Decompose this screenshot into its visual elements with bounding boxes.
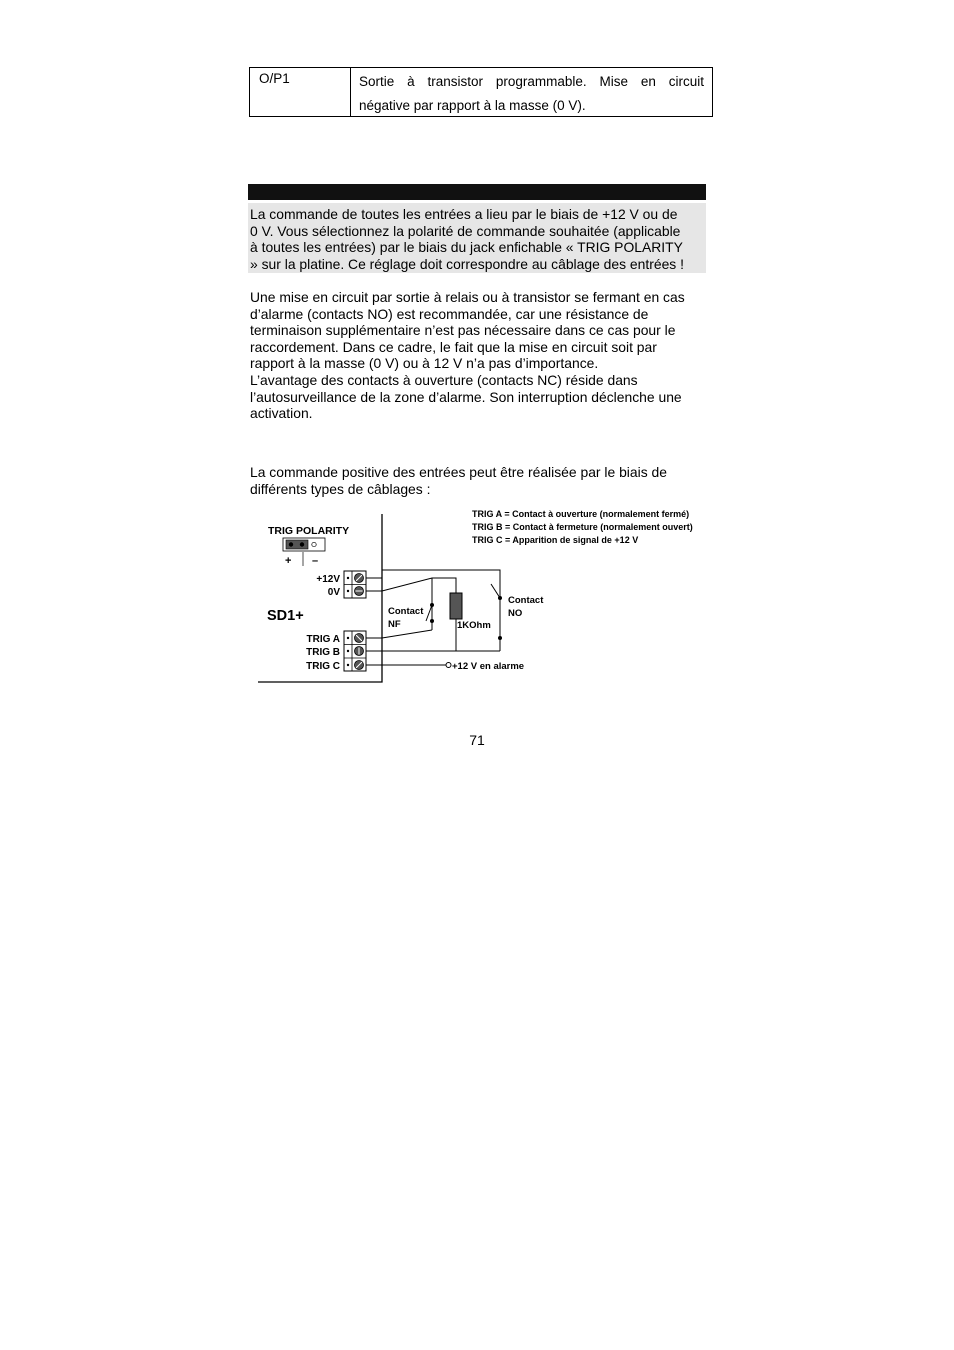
contact-nf-label: NF [388, 619, 401, 630]
paragraph-line: l’autosurveillance de la zone d’alarme. Son interruption déclenche une [250, 388, 682, 405]
alarm-signal-label: +12 V en alarme [452, 661, 525, 672]
wiring-paragraph [250, 289, 706, 422]
trig-polarity-label: TRIG POLARITY [268, 525, 350, 537]
polarity-minus: – [312, 555, 319, 567]
paragraph-line: 0 V. Vous sélectionnez la polarité de commande souhaitée (applicable [250, 222, 681, 239]
signal-terminal-icon [446, 663, 451, 668]
resistor-label: 1KOhm [457, 620, 491, 631]
paragraph-line: à toutes les entrées) par le biais du jack enfichable « TRIG POLARITY [250, 239, 683, 256]
positive-control-paragraph [250, 464, 706, 497]
paragraph-line: raccordement. Dans ce cadre, le fait que la mise en circuit soit par [250, 338, 657, 355]
paragraph-line: terminaison supplémentaire n’est pas nécessaire dans ce cas pour le [250, 322, 676, 339]
contact-nf-label: Contact [388, 606, 424, 617]
jumper-pin [289, 542, 293, 546]
paragraph-line: différents types de câblages : [250, 480, 431, 497]
device-name: SD1+ [267, 608, 304, 624]
polarity-plus: + [285, 555, 292, 567]
legend-trig-a: TRIG A = Contact à ouverture (normalement fermé) [472, 509, 690, 519]
table-description-line: Sortie à transistor programmable. Mise en circuit [359, 74, 704, 89]
table-description-cell [351, 68, 712, 116]
trig-c-label: TRIG C [306, 661, 340, 672]
table-description-line: négative par rapport à la masse (0 V). [359, 98, 586, 113]
output-table [249, 67, 713, 117]
wiring-lines [366, 570, 500, 665]
paragraph-line: d’alarme (contacts NO) est recommandée, car une résistance de [250, 305, 649, 322]
legend-trig-b: TRIG B = Contact à fermeture (normalement ouvert) [472, 522, 693, 532]
page-number: 71 [469, 732, 485, 748]
paragraph-line: activation. [250, 405, 313, 422]
table-label-cell: O/P1 [250, 68, 351, 116]
paragraph-line: rapport à la masse (0 V) ou à 12 V n’a pas d’importance. [250, 355, 599, 372]
trig-a-label: TRIG A [306, 634, 340, 645]
terminal-0v-label: 0V [327, 587, 340, 598]
wiring-diagram [250, 508, 710, 688]
highlight-paragraph [250, 206, 706, 272]
paragraph-line: La commande positive des entrées peut être réalisée par le biais de [250, 464, 667, 480]
contact-no-label: Contact [508, 595, 544, 606]
jumper-pin [300, 542, 304, 546]
paragraph-line: » sur la platine. Ce réglage doit correspondre au câblage des entrées ! [250, 255, 684, 272]
resistor-icon [450, 593, 462, 619]
paragraph-line: La commande de toutes les entrées a lieu par le biais de +12 V ou de [250, 206, 678, 222]
contact-no-label: NO [508, 608, 523, 619]
terminal-12v-label: +12V [316, 574, 340, 585]
legend-trig-c: TRIG C = Apparition de signal de +12 V [472, 535, 639, 545]
paragraph-line: Une mise en circuit par sortie à relais ou à transistor se fermant en cas [250, 289, 685, 305]
section-header-bar [248, 184, 706, 200]
paragraph-line: L’avantage des contacts à ouverture (contacts NC) réside dans [250, 371, 638, 388]
jumper-pin [312, 542, 316, 546]
trig-b-label: TRIG B [306, 647, 340, 658]
